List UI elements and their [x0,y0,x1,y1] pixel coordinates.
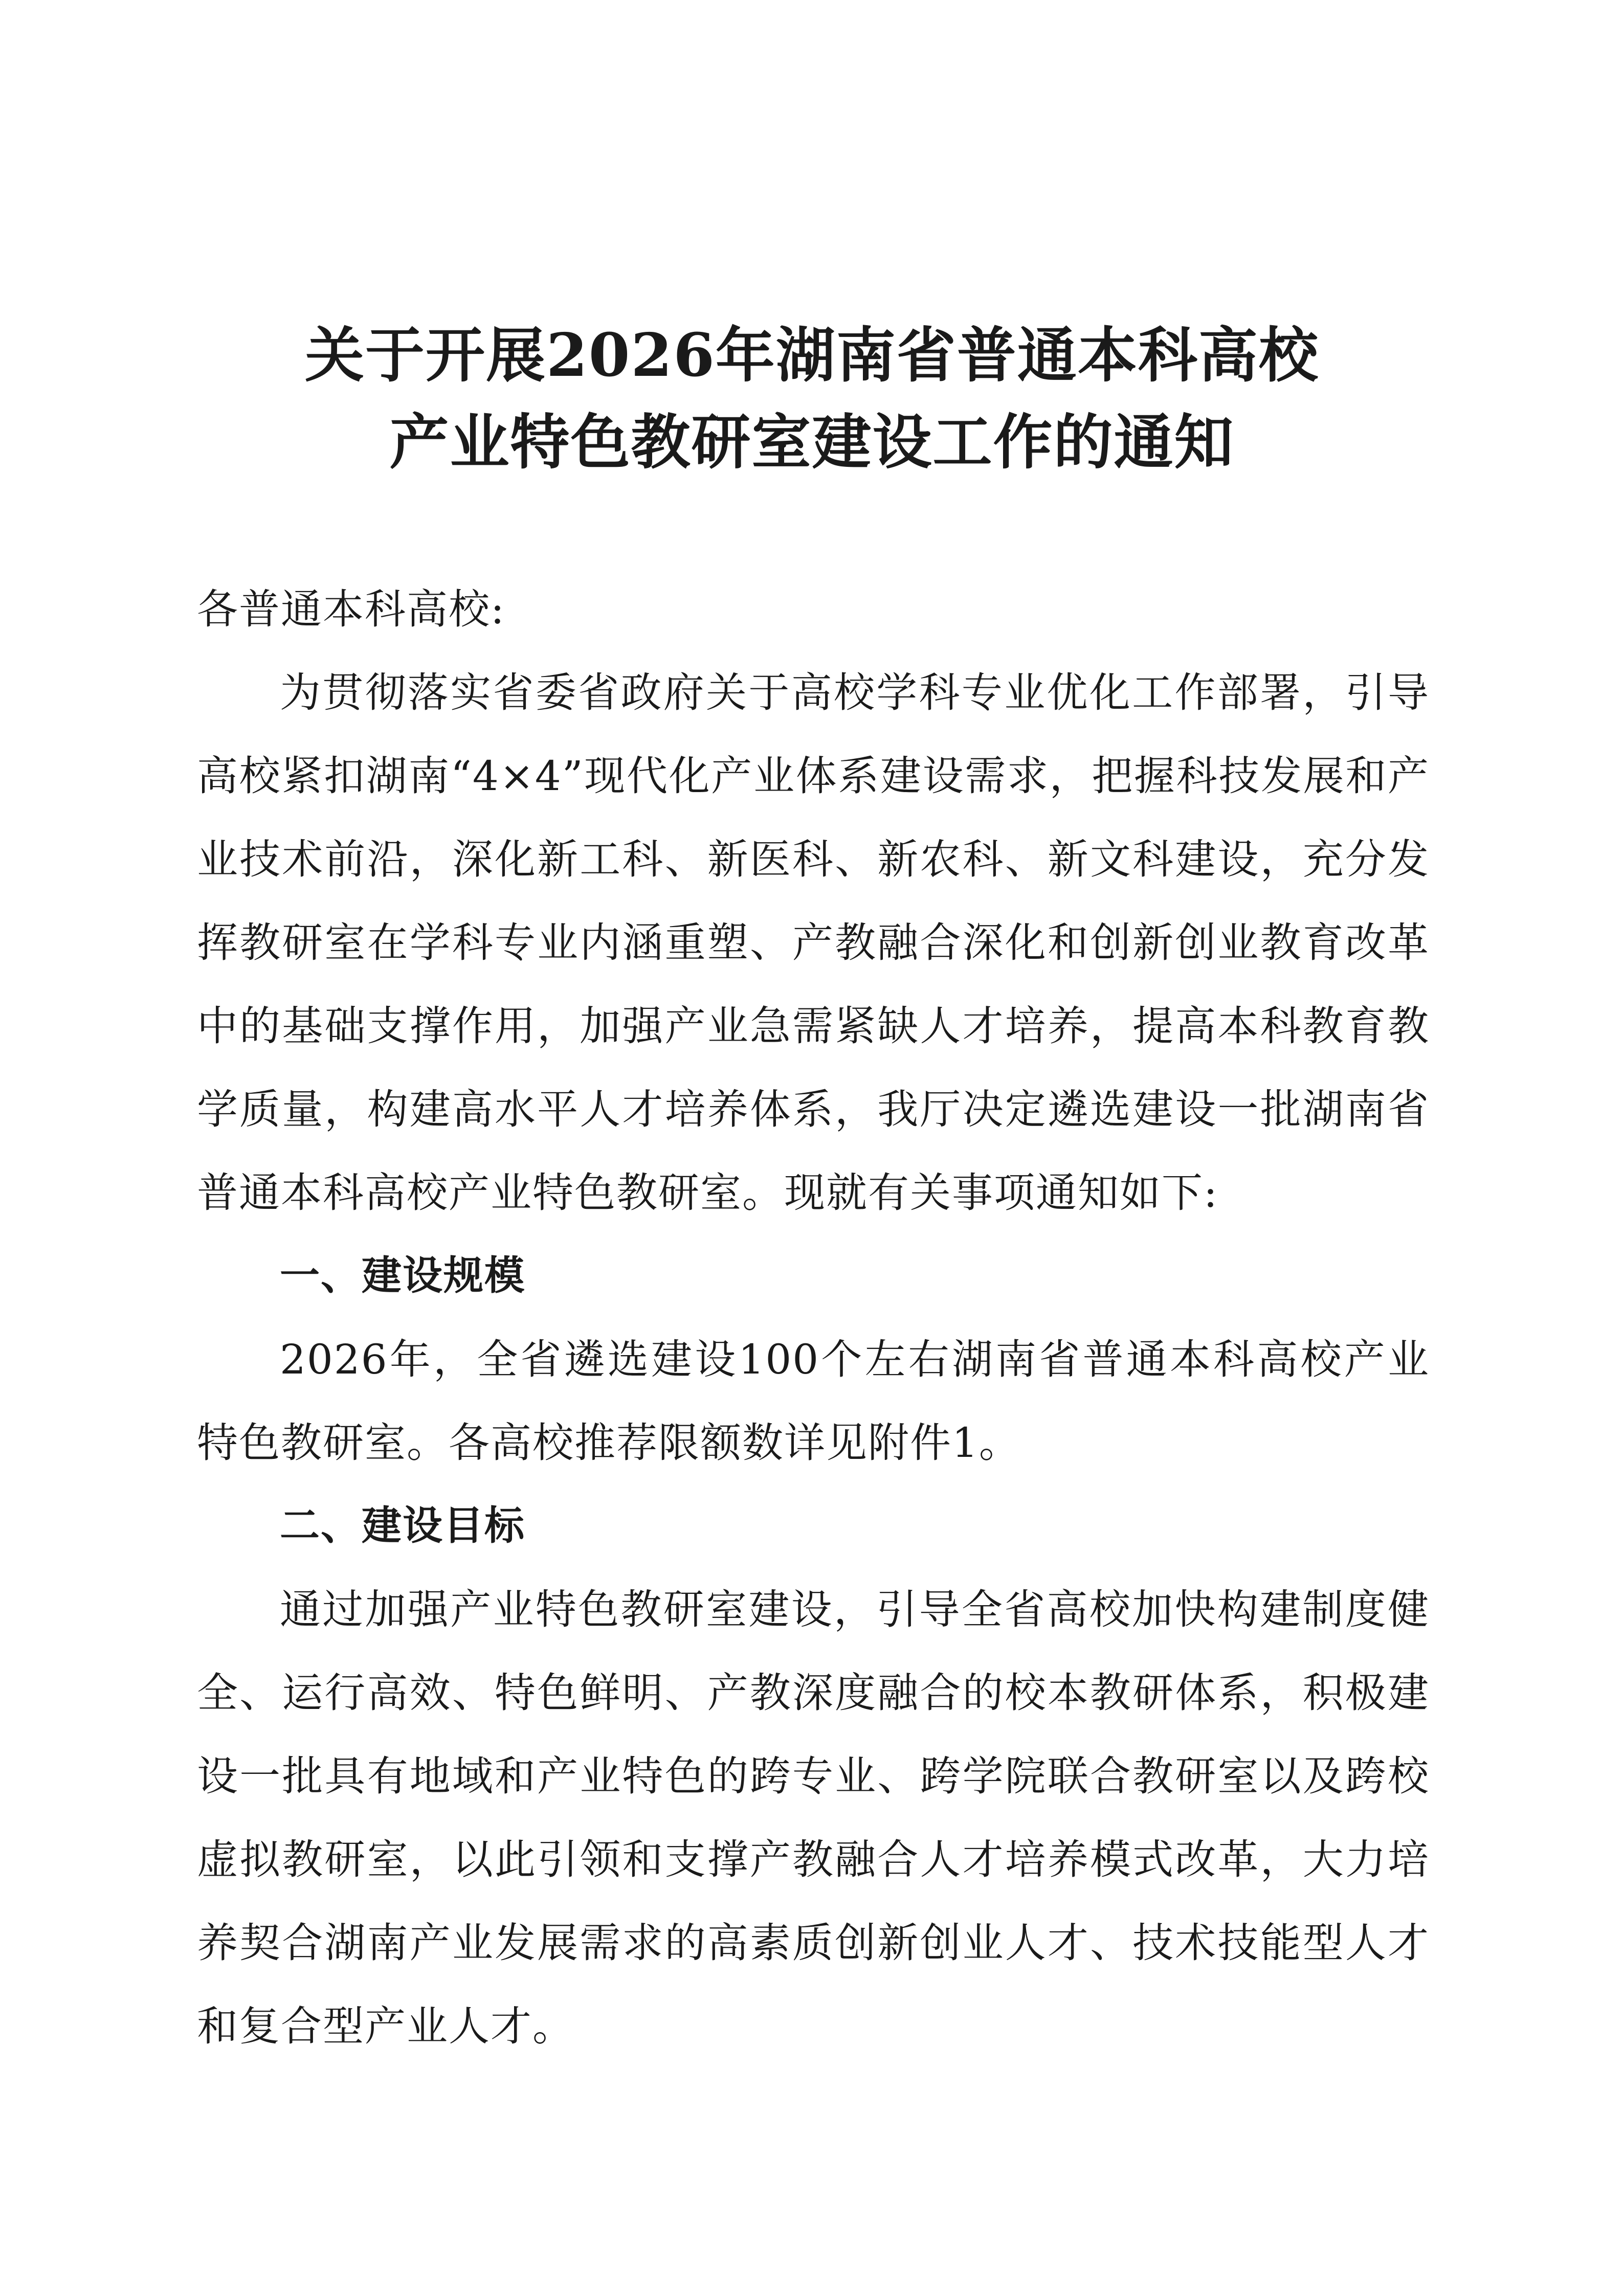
salutation: 各普通本科高校: [197,586,505,633]
section-text-scale: 2026年，全省遴选建设100个左右湖南省普通本科高校产业特色教研室。各高校推荐限额数详见附件1。 [197,1336,1430,1467]
section-heading-goals: 二、建设目标 [280,1503,526,1549]
section-heading-scale: 一、建设规模 [280,1253,526,1299]
section-text-goals: 通过加强产业特色教研室建设，引导全省高校加快构建制度健全、运行高效、特色鲜明、产教深度融合的校本教研体系，积极建设一批具有地域和产业特色的跨专业、跨学院联合教研室以及跨校虚拟教研室，以此引领和支撑产教融合人才培养模式改革，大力培养契合湖南产业发展需求的高素质创新创业人才、技术技能型人才和复合型产业人才。 [197,1586,1430,2050]
document-body [197,568,1430,2068]
document-title-line-1: 关于开展2026年湖南省普通本科高校 [305,321,1319,390]
intro-paragraph: 为贯彻落实省委省政府关于高校学科专业优化工作部署，引导高校紧扣湖南“4×4”现代化产业体系建设需求，把握科技发展和产业技术前沿，深化新工科、新医科、新农科、新文科建设，充分发挥教研室在学科专业内涵重塑、产教融合深化和创新创业教育改革中的基础支撑作用，加强产业急需紧缺人才培养，提高本科教育教学质量，构建高水平人才培养体系，我厅决定遴选建设一批湖南省普通本科高校产业特色教研室。现就有关事项通知如下: [197,669,1430,1217]
document-title-line-2: 产业特色教研室建设工作的通知 [389,408,1235,477]
